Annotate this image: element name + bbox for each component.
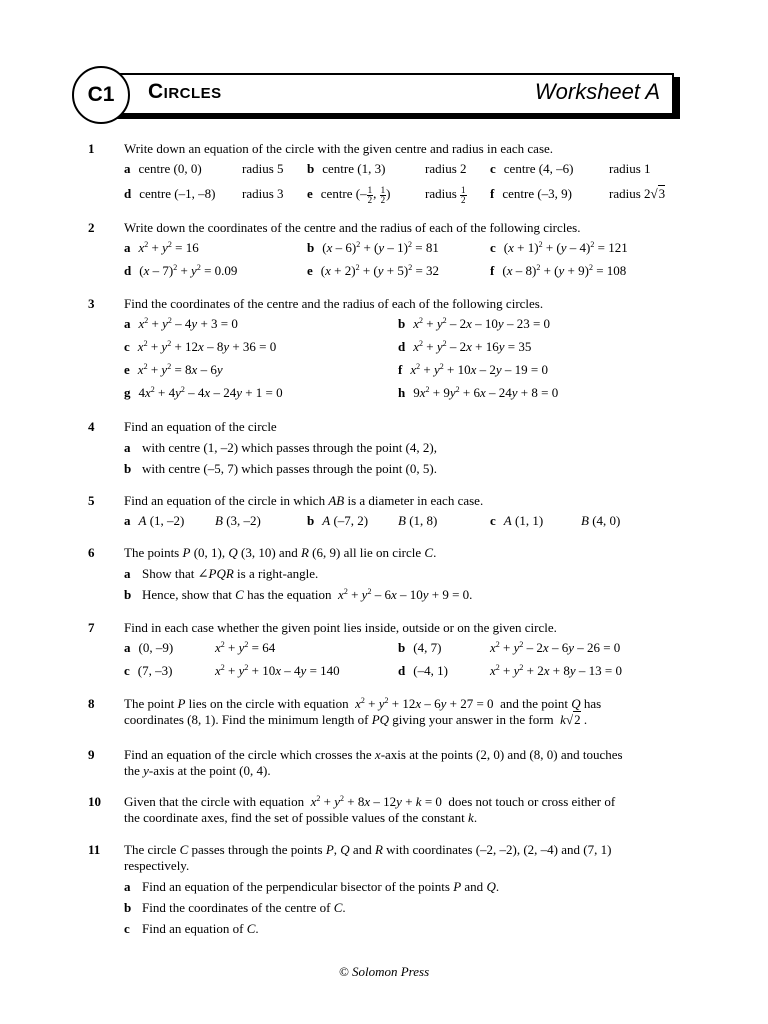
- question-text: Write down the coordinates of the centre and the radius of each of the following circles.: [124, 220, 581, 235]
- part-item: b Hence, show that C has the equation $x^2 + y^2 - 6x - 10y + 9 = 0$.: [124, 587, 473, 602]
- question-text: Write down an equation of the circle with the given centre and radius in each case.: [124, 141, 554, 156]
- chapter-code: C1: [87, 83, 115, 106]
- question-number: 6: [88, 545, 95, 560]
- part-row: a A (1, –2) B (3, –2) b A (–7, 2) B (1, 8) c A (1, 1) B (4, 0): [124, 513, 621, 528]
- part-row: c (7, –3) $x^2 + y^2 + 10x - 4y = 140$ d (–4, 1) $x^2 + y^2 + 2x + 8y - 13 = 0$: [124, 663, 622, 678]
- part-row: a (0, –9) $x^2 + y^2 = 64$ b (4, 7) $x^2 + y^2 - 2x - 6y - 26 = 0$: [124, 640, 621, 655]
- question-text: Find an equation of the circle: [124, 419, 277, 434]
- question-text: Find an equation of the circle which crosses the x-axis at the points (2, 0) and (8, 0) and touches the y-axis at the point (0, 4).: [124, 747, 623, 778]
- worksheet-label: Worksheet A: [534, 79, 660, 104]
- question-2: [88, 220, 688, 282]
- part-item: b with centre (–5, 7) which passes through the point (0, 5).: [124, 461, 437, 476]
- question-text: Find an equation of the circle in which AB is a diameter in each case.: [124, 493, 484, 508]
- question-4: [88, 419, 688, 477]
- part-row: g $4x^2 + 4y^2 - 4x - 24y + 1 = 0$ h $9x^2 + 9y^2 + 6x - 24y + 8 = 0$: [124, 385, 559, 400]
- question-5: [88, 493, 688, 532]
- fraction: $\frac{1}{2}$: [461, 185, 466, 205]
- question-7: [88, 620, 688, 682]
- part-row: a $x^2 + y^2 - 4y + 3 = 0$ b $x^2 + y^2 - 2x - 10y - 23 = 0$: [124, 316, 551, 331]
- chapter-badge: [72, 66, 130, 124]
- question-text: Find the coordinates of the centre and the radius of each of the following circles.: [124, 296, 544, 311]
- question-text: The circle C passes through the points P, Q and R with coordinates (–2, –2), (2, –4) and (7, 1): [124, 842, 612, 857]
- part-row: a centre (0, 0) radius 5 b centre (1, 3) radius 2 c centre (4, –6) radius 1: [124, 161, 651, 176]
- fraction: $\frac{1}{2}$: [367, 185, 373, 205]
- question-number: 9: [88, 747, 95, 762]
- part-item: a Show that ∠PQR is a right-angle.: [124, 566, 319, 581]
- part-row: a $x^2 + y^2 = 16$ b (x – 6)$^2$ + (y – 1)$^2$ = 81 c $(x + 1)^2 + (y - 4)^2 = 121$: [124, 240, 628, 255]
- question-number: 11: [88, 842, 101, 857]
- question-number: 4: [88, 419, 95, 434]
- question-10: [88, 794, 688, 826]
- fraction: $\frac{1}{2}$: [380, 185, 386, 205]
- question-11: 11 The circle C passes through the points P, Q and R with coordinates (–2, –2), (2, –4) and (7, 1) respectively. a Find an equation of the perpendicular bisector of the points P and Q. b Find the coordinates of the centre of C. c Find an equation of C.: [88, 842, 688, 937]
- question-number: 5: [88, 493, 95, 508]
- question-number: 2: [88, 220, 95, 235]
- question-number: 1: [88, 141, 95, 156]
- question-9: [88, 747, 688, 779]
- part-item: a Find an equation of the perpendicular bisector of the points P and Q.: [124, 879, 500, 894]
- question-text: The point P lies on the circle with equation $x^2 + y^2 + 12x - 6y + 27 = 0$ and the point Q has coordinates (8, 1). Find the minimum length of PQ giving your answer in the form k√2 .: [124, 696, 602, 727]
- question-1: [88, 141, 688, 205]
- question-number: 10: [88, 794, 101, 809]
- question-number: 7: [88, 620, 95, 635]
- question-text: Find in each case whether the given point lies inside, outside or on the given circle.: [124, 620, 557, 635]
- question-number: 3: [88, 296, 95, 311]
- question-text: The points P (0, 1), Q (3, 10) and R (6, 9) all lie on circle C.: [124, 545, 437, 560]
- question-6: [88, 545, 688, 603]
- part-row: c $x^2 + y^2 + 12x - 8y + 36 = 0$ d $x^2 + y^2 - 2x + 16y = 35$: [124, 339, 532, 354]
- part-row: d centre (–1, –8) radius 3 e centre (– $\frac{1}{2}$ , $\frac{1}{2}$ ) radius $\frac{1}{2}$ f centre (–3, 9) radius 2√3: [124, 185, 666, 205]
- part-row: d $(x - 7)^2 + y^2 = 0.09$ e $(x + 2)^2 + (y + 5)^2 = 32$ f $(x - 8)^2 + (y + 9)^2 = 108$: [124, 263, 627, 278]
- question-3: [88, 296, 688, 404]
- part-item: a with centre (1, –2) which passes through the point (4, 2),: [124, 440, 437, 455]
- question-text: Given that the circle with equation $x^2 + y^2 + 8x - 12y + k = 0$ does not touch or cross either of the coordinate axes, find the set of possible values of the constant k.: [124, 794, 616, 825]
- part-row: e $x^2 + y^2 = 8x - 6y$ f $x^2 + y^2 + 10x - 2y - 19 = 0$: [124, 362, 548, 377]
- question-number: 8: [88, 696, 95, 711]
- footer-copyright: © Solomon Press: [338, 964, 430, 979]
- page-title: Circles: [148, 80, 222, 103]
- question-8: [88, 696, 688, 728]
- part-item: c Find an equation of C.: [124, 921, 259, 936]
- part-item: b Find the coordinates of the centre of C.: [124, 900, 346, 915]
